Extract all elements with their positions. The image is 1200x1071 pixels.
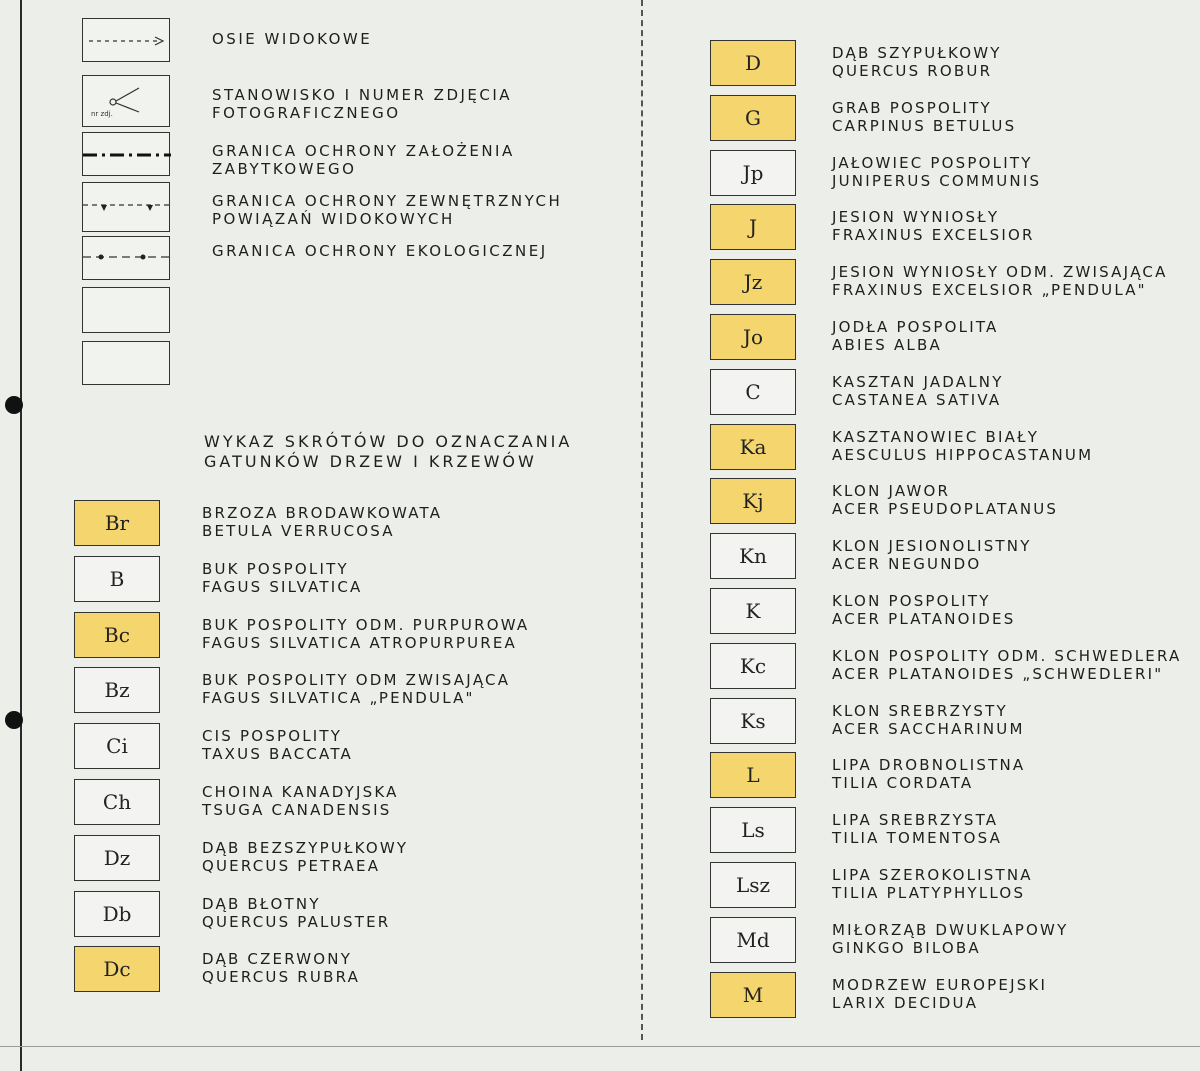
species-code-box: Kj [710, 478, 796, 524]
species-polish-name: MODRZEW EUROPEJSKI [832, 975, 1048, 994]
species-name [832, 811, 1002, 847]
species-latin-name: BETULA VERRUCOSA [202, 522, 395, 540]
legend-label-monument-boundary: GRANICA OCHRONY ZAŁOŻENIA ZABYTKOWEGO [212, 142, 515, 178]
species-code-box: Bc [74, 612, 160, 658]
species-name [202, 616, 529, 652]
species-code-box: Ch [74, 779, 160, 825]
dot-dash-line-icon [83, 237, 171, 281]
species-polish-name: JESION WYNIOSŁY [832, 208, 1000, 227]
species-latin-name: QUERCUS ROBUR [832, 62, 993, 80]
species-code-box: Kc [710, 643, 796, 689]
legend-label-view-connections-boundary: GRANICA OCHRONY ZEWNĘTRZNYCH POWIĄZAŃ WIDOKOWYCH [212, 192, 563, 228]
species-code-box: Ls [710, 807, 796, 853]
species-code-box: B [74, 556, 160, 602]
species-name [832, 702, 1025, 738]
fold-line [641, 0, 643, 1040]
empty-legend-box [82, 287, 170, 333]
species-code-box: M [710, 972, 796, 1018]
species-polish-name: JODŁA POSPOLITA [832, 318, 999, 336]
species-latin-name: AESCULUS HIPPOCASTANUM [832, 445, 1094, 464]
species-name [832, 318, 999, 354]
species-name [832, 866, 1033, 902]
species-code-box: Dz [74, 835, 160, 881]
species-name [832, 537, 1032, 573]
view-connections-boundary-symbol [82, 182, 170, 232]
species-name [832, 263, 1168, 299]
species-code-box: Jp [710, 150, 796, 196]
species-name [202, 560, 363, 596]
photo-station-symbol [82, 75, 170, 127]
species-polish-name: JAŁOWIEC POSPOLITY [832, 153, 1033, 172]
view-axis-symbol [82, 18, 170, 62]
species-latin-name: FAGUS SILVATICA „PENDULA" [202, 689, 475, 708]
species-code-box: L [710, 752, 796, 798]
species-polish-name: CIS POSPOLITY [202, 727, 343, 746]
species-latin-name: TSUGA CANADENSIS [202, 801, 392, 819]
species-name [832, 756, 1025, 792]
species-latin-name: QUERCUS PALUSTER [202, 912, 391, 931]
species-code-box: K [710, 588, 796, 634]
species-polish-name: LIPA SREBRZYSTA [832, 811, 999, 830]
species-latin-name: ACER PSEUDOPLATANUS [832, 500, 1059, 519]
species-polish-name: DĄB CZERWONY [202, 950, 353, 969]
species-polish-name: KLON POSPOLITY ODM. SCHWEDLERA [832, 646, 1182, 665]
species-code-box: Jo [710, 314, 796, 360]
species-name [832, 44, 1002, 80]
species-latin-name: FAGUS SILVATICA [202, 577, 363, 596]
species-name [202, 671, 510, 707]
species-code-box: Ci [74, 723, 160, 769]
species-latin-name: ACER PLATANOIDES [832, 610, 1016, 628]
species-polish-name: KLON JESIONOLISTNY [832, 537, 1032, 556]
species-name [832, 154, 1041, 190]
species-latin-name: TILIA CORDATA [832, 774, 974, 793]
empty-legend-box [82, 341, 170, 385]
species-code-box: Ks [710, 698, 796, 744]
species-polish-name: LIPA DROBNOLISTNA [832, 756, 1026, 775]
species-polish-name: LIPA SZEROKOLISTNA [832, 866, 1033, 884]
species-code-box: C [710, 369, 796, 415]
species-name [832, 428, 1093, 464]
species-list-heading-line: WYKAZ SKRÓTÓW DO OZNACZANIA [204, 432, 573, 451]
species-code-box: J [710, 204, 796, 250]
species-name [832, 373, 1004, 409]
species-name [832, 921, 1068, 957]
species-code-box: Lsz [710, 862, 796, 908]
species-latin-name: TAXUS BACCATA [202, 745, 353, 764]
species-latin-name: ACER PLATANOIDES „SCHWEDLERI" [832, 664, 1164, 683]
species-code-box: Kn [710, 533, 796, 579]
species-name [832, 976, 1047, 1012]
species-latin-name: CARPINUS BETULUS [832, 116, 1017, 135]
species-polish-name: BRZOZA BRODAWKOWATA [202, 504, 443, 522]
legend-label-ecological-boundary: GRANICA OCHRONY EKOLOGICZNEJ [212, 242, 548, 260]
dash-dot-line-icon [83, 133, 171, 177]
species-polish-name: DĄB SZYPUŁKOWY [832, 44, 1002, 62]
species-polish-name: CHOINA KANADYJSKA [202, 783, 399, 801]
dashed-triangle-line-icon [83, 183, 171, 233]
monument-boundary-symbol [82, 132, 170, 176]
species-polish-name: BUK POSPOLITY [202, 559, 349, 578]
species-latin-name: CASTANEA SATIVA [832, 390, 1002, 409]
species-polish-name: KASZTANOWIEC BIAŁY [832, 427, 1040, 446]
species-name [832, 647, 1181, 683]
photo-station-icon-text: nr zdj. [91, 110, 113, 118]
view-axis-arrow-icon [83, 19, 171, 63]
species-name [202, 839, 408, 875]
species-polish-name: BUK POSPOLITY ODM ZWISAJĄCA [202, 671, 511, 690]
species-latin-name: FRAXINUS EXCELSIOR [832, 226, 1035, 245]
species-code-box: Bz [74, 667, 160, 713]
species-latin-name: QUERCUS PETRAEA [202, 856, 381, 875]
species-latin-name: ACER SACCHARINUM [832, 719, 1025, 738]
species-code-box: Db [74, 891, 160, 937]
species-latin-name: GINKGO BILOBA [832, 938, 981, 957]
punch-hole-icon [5, 711, 23, 729]
species-name [202, 783, 399, 819]
species-polish-name: KLON SREBRZYSTY [832, 701, 1008, 720]
species-latin-name: FRAXINUS EXCELSIOR „PENDULA" [832, 281, 1147, 300]
punch-hole-icon [5, 396, 23, 414]
photo-station-icon [83, 76, 171, 128]
species-polish-name: MIŁORZĄB DWUKLAPOWY [832, 920, 1069, 939]
species-polish-name: KLON JAWOR [832, 482, 951, 501]
species-name [202, 504, 442, 540]
species-list-heading-line: GATUNKÓW DRZEW I KRZEWÓW [204, 452, 537, 471]
species-name [832, 208, 1035, 244]
species-polish-name: DĄB BŁOTNY [202, 894, 321, 913]
sheet-bottom-edge [0, 1046, 1200, 1047]
legend-label-photo-station: STANOWISKO I NUMER ZDJĘCIA FOTOGRAFICZNEGO [212, 86, 513, 122]
species-polish-name: GRAB POSPOLITY [832, 98, 992, 117]
species-list-heading [204, 432, 572, 472]
species-code-box: Md [710, 917, 796, 963]
species-name [202, 727, 353, 763]
species-code-box: Jz [710, 259, 796, 305]
species-name [832, 482, 1058, 518]
species-latin-name: FAGUS SILVATICA ATROPURPUREA [202, 633, 518, 652]
species-code-box: Ka [710, 424, 796, 470]
legend-label-view-axes: OSIE WIDOKOWE [212, 30, 373, 48]
species-latin-name: JUNIPERUS COMMUNIS [832, 171, 1042, 190]
species-polish-name: BUK POSPOLITY ODM. PURPUROWA [202, 615, 530, 634]
species-latin-name: TILIA TOMENTOSA [832, 829, 1003, 848]
species-name [832, 592, 1015, 628]
species-latin-name: LARIX DECIDUA [832, 993, 979, 1012]
species-polish-name: KASZTAN JADALNY [832, 372, 1004, 391]
species-latin-name: QUERCUS RUBRA [202, 968, 361, 987]
species-latin-name: TILIA PLATYPHYLLOS [832, 884, 1026, 902]
species-name [202, 895, 390, 931]
species-code-box: Br [74, 500, 160, 546]
species-polish-name: DĄB BEZSZYPUŁKOWY [202, 838, 409, 857]
species-code-box: D [710, 40, 796, 86]
species-name [832, 99, 1016, 135]
species-latin-name: ACER NEGUNDO [832, 555, 982, 574]
ecological-boundary-symbol [82, 236, 170, 280]
species-code-box: Dc [74, 946, 160, 992]
species-code-box: G [710, 95, 796, 141]
species-latin-name: ABIES ALBA [832, 336, 942, 354]
species-name [202, 950, 360, 986]
species-polish-name: JESION WYNIOSŁY ODM. ZWISAJĄCA [832, 263, 1168, 282]
species-polish-name: KLON POSPOLITY [832, 592, 991, 610]
binding-edge-line [20, 0, 22, 1071]
